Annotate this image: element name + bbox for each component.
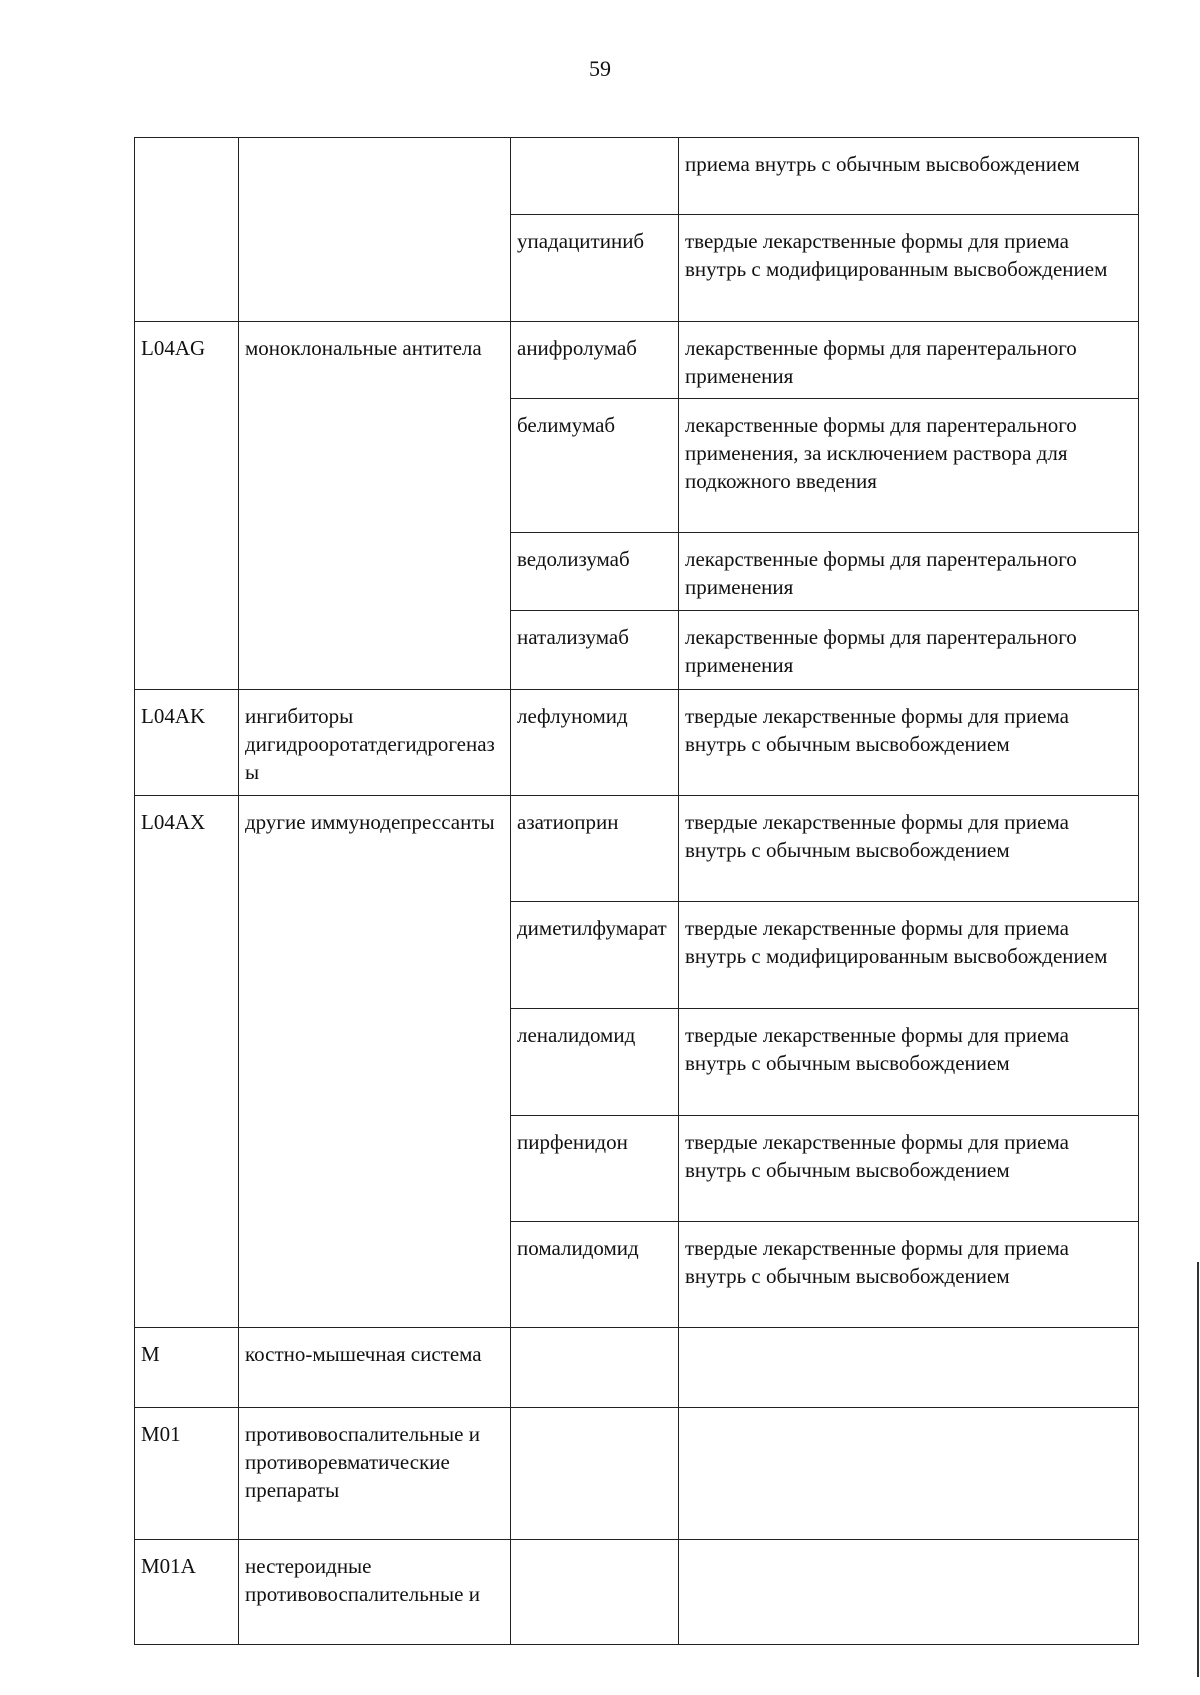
table-row [135, 1540, 1139, 1645]
atc-code-cell: M [135, 1328, 239, 1408]
dosage-form-cell: твердые лекарственные формы для приема внутрь с обычным высвобождением [679, 1222, 1139, 1328]
dosage-form-cell: лекарственные формы для парентерального применения [679, 322, 1139, 399]
atc-code-cell: M01 [135, 1408, 239, 1540]
drug-name-cell: лефлуномид [511, 690, 679, 796]
group-name-cell [239, 138, 511, 322]
dosage-form-cell: твердые лекарственные формы для приема внутрь с обычным высвобождением [679, 1116, 1139, 1222]
group-name-cell: нестероидные противовоспалительные и [239, 1540, 511, 1645]
drug-name-cell: анифролумаб [511, 322, 679, 399]
drug-name-cell: упадацитиниб [511, 215, 679, 322]
group-name-cell: противовоспалительные и противоревматические препараты [239, 1408, 511, 1540]
table-row [135, 796, 1139, 902]
table-row [135, 690, 1139, 796]
atc-code-cell: M01A [135, 1540, 239, 1645]
dosage-form-cell: лекарственные формы для парентерального применения, за исключением раствора для подкожного введения [679, 399, 1139, 533]
group-name-cell: костно-мышечная система [239, 1328, 511, 1408]
drug-name-cell: помалидомид [511, 1222, 679, 1328]
dosage-form-cell: твердые лекарственные формы для приема внутрь с модифицированным высвобождением [679, 215, 1139, 322]
atc-code-cell: L04AX [135, 796, 239, 1328]
dosage-form-cell: лекарственные формы для парентерального применения [679, 533, 1139, 611]
group-name-cell: ингибиторы дигидрооротатдегидрогеназы [239, 690, 511, 796]
scan-edge-line [1197, 1262, 1199, 1677]
drug-name-cell: ведолизумаб [511, 533, 679, 611]
table-row [135, 1328, 1139, 1408]
drug-name-cell: диметилфумарат [511, 902, 679, 1009]
drug-name-cell: белимумаб [511, 399, 679, 533]
dosage-form-cell [679, 1408, 1139, 1540]
table-row [135, 322, 1139, 399]
atc-code-cell [135, 138, 239, 322]
group-name-cell: моноклональные антитела [239, 322, 511, 690]
drug-name-cell: натализумаб [511, 611, 679, 690]
drug-name-cell [511, 1408, 679, 1540]
table-row [135, 138, 1139, 215]
drug-name-cell [511, 1540, 679, 1645]
dosage-form-cell: твердые лекарственные формы для приема внутрь с обычным высвобождением [679, 690, 1139, 796]
atc-code-cell: L04AK [135, 690, 239, 796]
table-row [135, 1408, 1139, 1540]
dosage-form-cell [679, 1540, 1139, 1645]
drug-name-cell: азатиоприн [511, 796, 679, 902]
medication-table [134, 137, 1139, 1645]
drug-name-cell: леналидомид [511, 1009, 679, 1116]
dosage-form-cell: твердые лекарственные формы для приема внутрь с обычным высвобождением [679, 1009, 1139, 1116]
dosage-form-cell: твердые лекарственные формы для приема внутрь с модифицированным высвобождением [679, 902, 1139, 1009]
atc-code-cell: L04AG [135, 322, 239, 690]
dosage-form-cell: твердые лекарственные формы для приема внутрь с обычным высвобождением [679, 796, 1139, 902]
drug-name-cell [511, 138, 679, 215]
drug-name-cell: пирфенидон [511, 1116, 679, 1222]
dosage-form-cell: приема внутрь с обычным высвобождением [679, 138, 1139, 215]
drug-name-cell [511, 1328, 679, 1408]
dosage-form-cell: лекарственные формы для парентерального применения [679, 611, 1139, 690]
page-number: 59 [589, 56, 611, 81]
dosage-form-cell [679, 1328, 1139, 1408]
group-name-cell: другие иммунодепрессанты [239, 796, 511, 1328]
